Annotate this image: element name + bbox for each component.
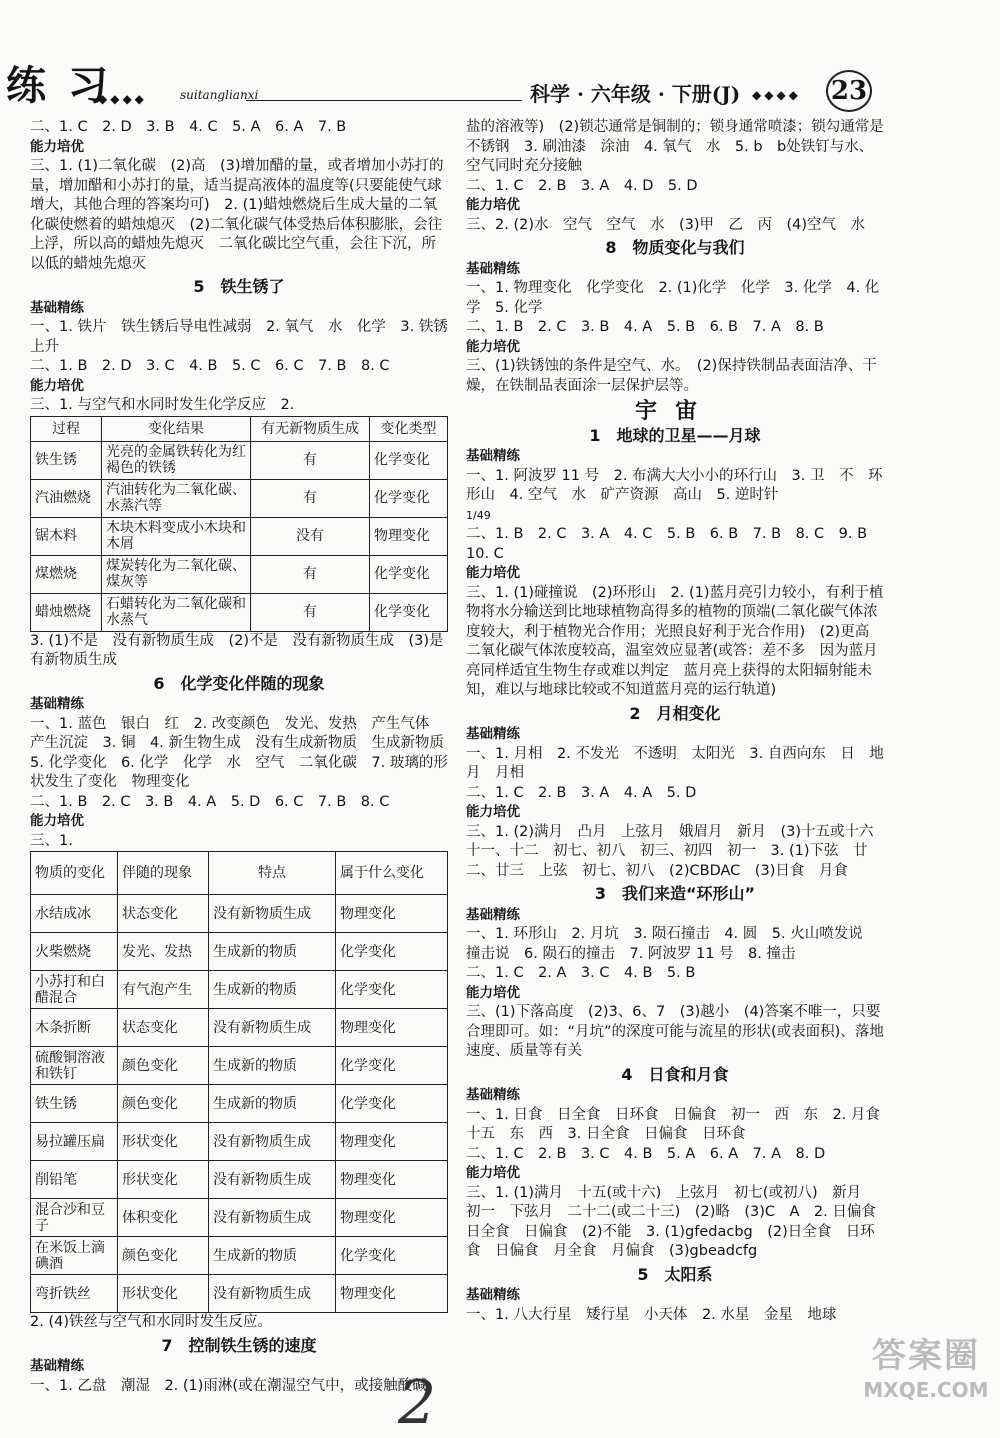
table-cell: 物理变化 bbox=[336, 1199, 448, 1237]
section-title: 2 月相变化 bbox=[629, 703, 721, 723]
unit-title: 宇宙 bbox=[634, 399, 715, 424]
table-cell: 没有 bbox=[251, 517, 370, 555]
table-cell: 化学变化 bbox=[336, 933, 448, 971]
table-cell: 在米饭上滴碘酒 bbox=[31, 1237, 118, 1275]
section-title: 5 太阳系 bbox=[637, 1264, 713, 1284]
table-cell: 煤燃烧 bbox=[31, 555, 102, 593]
subheading: 基础精练 bbox=[466, 726, 520, 742]
table-row bbox=[31, 441, 448, 479]
answer-paragraph: 三、1. (2)满月 凸月 上弦月 娥眉月 新月 (3)十五或十六 十一、十二 初七、初八 初三、初四 初一 3. (1)下弦 廿二、廿三 上弦 初七、初八 (2)CBDAC (3)日食 月食 bbox=[466, 823, 889, 879]
left-column bbox=[30, 118, 463, 1396]
table-row bbox=[31, 1123, 448, 1161]
fraction-note: 1/49 bbox=[466, 508, 491, 522]
subheading: 能力培优 bbox=[30, 377, 84, 394]
answer-paragraph: 一、1. 铁片 铁生锈后导电性减弱 2. 氧气 水 化学 3. 铁锈 上升 bbox=[30, 319, 463, 355]
table-cell: 没有新物质生成 bbox=[209, 895, 336, 933]
table-cell: 没有新物质生成 bbox=[209, 1009, 336, 1047]
table-row bbox=[31, 1161, 448, 1199]
table-cell: 物理变化 bbox=[336, 1123, 448, 1161]
subheading: 能力培优 bbox=[466, 804, 520, 820]
table-row bbox=[31, 479, 448, 517]
answer-line: 二、1. C 2. B 3. A 4. A 5. D bbox=[466, 784, 697, 801]
subheading: 能力培优 bbox=[466, 338, 520, 355]
table-cell: 物理变化 bbox=[336, 1161, 448, 1199]
subheading: 能力培优 bbox=[466, 1165, 520, 1181]
subheading: 基础精练 bbox=[466, 1087, 520, 1103]
table-cell: 状态变化 bbox=[118, 895, 209, 933]
table-cell: 颜色变化 bbox=[118, 1047, 209, 1085]
answer-line: 2. (4)铁丝与空气和水同时发生反应。 bbox=[30, 1314, 272, 1330]
table-header-cell: 伴随的现象 bbox=[118, 852, 209, 895]
change-table-1 bbox=[30, 416, 448, 632]
table-cell: 光亮的金属铁转化为红褐色的铁锈 bbox=[102, 441, 251, 479]
table-cell: 化学变化 bbox=[370, 593, 448, 631]
table-cell: 化学变化 bbox=[370, 555, 448, 593]
table-header-cell: 过程 bbox=[31, 416, 102, 441]
table-cell: 生成新的物质 bbox=[209, 933, 336, 971]
table-cell: 生成新的物质 bbox=[209, 1085, 336, 1123]
subheading: 基础精练 bbox=[30, 696, 84, 712]
answer-paragraph: 一、1. 日食 日全食 日环食 日偏食 初一 西 东 2. 月食 十五 东 西 3. 日全食 日偏食 日环食 bbox=[466, 1106, 895, 1142]
answer-paragraph: 三、1. (1)二氧化碳 (2)高 (3)增加醋的量，或者增加小苏打的量，增加醋和小苏打的量，适当提高液体的温度等(只要能使气球增大，其他合理的答案均可) 2. (1)蜡烛燃烧后生成大量的二氧化碳使燃着的蜡烛熄灭 (2)二氧化碳气体受热后体积膨胀，会往上浮，所以高的蜡烛先熄灭 二氧化碳比空气重，会往下沉，所以低的蜡烛先熄灭 bbox=[30, 158, 444, 272]
table-cell: 化学变化 bbox=[336, 971, 448, 1009]
table-cell: 形状变化 bbox=[118, 1123, 209, 1161]
table-row bbox=[31, 1275, 448, 1313]
table-header-cell: 物质的变化 bbox=[31, 852, 118, 895]
change-table-2 bbox=[30, 851, 448, 1313]
table-cell: 水结成冰 bbox=[31, 895, 118, 933]
answer-line: 二、1. B 2. C 3. B 4. A 5. D 6. C 7. B 8. C bbox=[30, 793, 390, 810]
watermark bbox=[856, 1334, 996, 1402]
table-cell: 颜色变化 bbox=[118, 1085, 209, 1123]
subheading: 能力培优 bbox=[466, 565, 520, 581]
header-diamonds-right: ◆◆◆◆ bbox=[752, 88, 801, 102]
table-row bbox=[31, 1009, 448, 1047]
table-cell: 小苏打和白醋混合 bbox=[31, 971, 118, 1009]
answer-paragraph: 三、2. (2)水 空气 空气 水 (3)甲 乙 丙 (4)空气 水 bbox=[466, 216, 866, 233]
table-cell: 没有新物质生成 bbox=[209, 1199, 336, 1237]
answer-line: 三、1. bbox=[30, 832, 73, 849]
answer-line: 二、1. B 2. D 3. C 4. B 5. C 6. C 7. B 8. C bbox=[30, 358, 390, 374]
header-pinyin: suitanglianxi bbox=[180, 88, 259, 102]
answer-line: 二、1. B 2. C 3. A 4. C 5. B 6. B 7. B 8. C 9. B 10. C bbox=[466, 526, 882, 562]
table-cell: 状态变化 bbox=[118, 1009, 209, 1047]
table-row bbox=[31, 1237, 448, 1275]
section-title: 1 地球的卫星——月球 bbox=[589, 425, 761, 445]
table-cell: 没有新物质生成 bbox=[209, 1123, 336, 1161]
page-header bbox=[0, 0, 1000, 112]
table-cell: 物理变化 bbox=[336, 1275, 448, 1313]
page-number-badge: 23 bbox=[826, 70, 872, 112]
table-header-cell: 特点 bbox=[209, 852, 336, 895]
table-cell: 有 bbox=[251, 555, 370, 593]
table-cell: 发光、发热 bbox=[118, 933, 209, 971]
watermark-logo-text: 答案圈 bbox=[872, 1336, 980, 1376]
table-cell: 生成新的物质 bbox=[209, 1047, 336, 1085]
subheading: 基础精练 bbox=[30, 1358, 84, 1374]
table-cell: 易拉罐压扁 bbox=[31, 1123, 118, 1161]
table-row bbox=[31, 517, 448, 555]
watermark-url: MXQE.COM bbox=[863, 1378, 989, 1402]
table-row bbox=[31, 895, 448, 933]
table-cell: 汽油转化为二氧化碳、水蒸汽等 bbox=[102, 479, 251, 517]
table-cell: 体积变化 bbox=[118, 1199, 209, 1237]
table-cell: 物理变化 bbox=[370, 517, 448, 555]
answer-line: 二、1. B 2. C 3. B 4. A 5. B 6. B 7. A 8. B bbox=[466, 319, 824, 335]
table-header-cell: 变化结果 bbox=[102, 416, 251, 441]
table-header-cell: 变化类型 bbox=[370, 416, 448, 441]
table-row bbox=[31, 1047, 448, 1085]
subheading: 基础精练 bbox=[30, 299, 84, 316]
answer-line: 一、1. 八大行星 矮行星 小天体 2. 水星 金星 地球 bbox=[466, 1306, 837, 1323]
table-row bbox=[31, 593, 448, 631]
table-cell: 铁生锈 bbox=[31, 441, 102, 479]
section-title: 7 控制铁生锈的速度 bbox=[161, 1335, 317, 1355]
table-header-row bbox=[31, 416, 448, 441]
subheading: 能力培优 bbox=[466, 984, 520, 1001]
table-cell: 化学变化 bbox=[370, 441, 448, 479]
answer-paragraph: 一、1. 物理变化 化学变化 2. (1)化学 化学 3. 化学 4. 化学 5. 化学 bbox=[466, 280, 880, 316]
table-cell: 有 bbox=[251, 441, 370, 479]
table-cell: 化学变化 bbox=[336, 1085, 448, 1123]
table-header-cell: 有无新物质生成 bbox=[251, 416, 370, 441]
answer-line: 三、1. 与空气和水同时发生化学反应 2. bbox=[30, 397, 295, 413]
answer-paragraph: 一、1. 蓝色 银白 红 2. 改变颜色 发光、发热 产生气体 产生沉淀 3. 铜 4. 新生物生成 没有生成新物质 生成新物质 5. 化学变化 6. 化学 化学 水 空气 二氧化碳 7. 玻璃的形状发生了变化 物理变化 bbox=[30, 715, 459, 790]
answer-line: 二、1. C 2. D 3. B 4. C 5. A 6. A 7. B bbox=[30, 119, 347, 135]
answer-paragraph: 一、1. 环形山 2. 月坑 3. 陨石撞击 4. 圆 5. 火山喷发说 撞击说 6. 陨石的撞击 7. 阿波罗 11 号 8. 撞击 bbox=[466, 926, 878, 962]
header-title: 练 习 bbox=[6, 62, 112, 109]
table-cell: 化学变化 bbox=[370, 479, 448, 517]
table-cell: 有气泡产生 bbox=[118, 971, 209, 1009]
header-rule bbox=[246, 100, 522, 101]
table-cell: 生成新的物质 bbox=[209, 971, 336, 1009]
table-cell: 混合沙和豆子 bbox=[31, 1199, 118, 1237]
answer-line: 二、1. C 2. A 3. C 4. B 5. B bbox=[466, 965, 696, 981]
right-column bbox=[466, 118, 899, 1325]
table-cell: 蜡烛燃烧 bbox=[31, 593, 102, 631]
subheading: 能力培优 bbox=[30, 813, 84, 829]
table-cell: 木条折断 bbox=[31, 1009, 118, 1047]
table-cell: 火柴燃烧 bbox=[31, 933, 118, 971]
table-cell: 没有新物质生成 bbox=[209, 1161, 336, 1199]
subheading: 基础精练 bbox=[466, 448, 520, 464]
answer-paragraph: 三、(1)铁锈蚀的条件是空气、水。 (2)保持铁制品表面洁净、干燥，在铁制品表面涂一层保护层等。 bbox=[466, 358, 877, 394]
answer-line: 一、1. 乙盘 潮湿 2. (1)雨淋(或在潮湿空气中，或接触酸碱 bbox=[30, 1377, 427, 1394]
answer-paragraph: 盐的溶液等) (2)锁芯通常是铜制的；锁身通常喷漆；锁勾通常是不锈钢 3. 刷油漆 涂油 4. 氧气 水 5. b b处铁钉与水、空气同时充分接触 bbox=[466, 119, 884, 174]
table-header-row bbox=[31, 852, 448, 895]
section-title: 4 日食和月食 bbox=[621, 1064, 729, 1084]
table-cell: 形状变化 bbox=[118, 1275, 209, 1313]
answer-paragraph: 三、(1)下落高度 (2)3、6、7 (3)越小 (4)答案不唯一，只要合理即可。如：“月坑”的深度可能与流星的形状(或表面积)、落地速度、质量等有关 bbox=[466, 1004, 884, 1059]
table-cell: 汽油燃烧 bbox=[31, 479, 102, 517]
table-cell: 硫酸铜溶液和铁钉 bbox=[31, 1047, 118, 1085]
table-cell: 木块木料变成小木块和木屑 bbox=[102, 517, 251, 555]
subheading: 基础精练 bbox=[466, 906, 520, 923]
answer-paragraph: 三、1. (1)碰撞说 (2)环形山 2. (1)蓝月亮引力较小，有利于植物将水分输送到比地球植物高得多的植物的顶端(二氧化碳气体浓度较大，利于植物光合作用；光照良好利于光合作用) (2)更高 二氧化碳气体浓度较高，温室效应显著(或答：差不多 因为蓝月亮同样适宜生物生存或难以判定 蓝月亮上获得的太阳辐射能未知，难以与地球比较或不知道蓝月亮的运行轨道) bbox=[466, 584, 884, 698]
answer-paragraph: 三、1. (1)满月 十五(或十六) 上弦月 初七(或初八) 新月 初一 下弦月 二十二(或二十三) (2)略 (3)C A 2. 日偏食 日全食 日偏食 (2)不能 3. (1)gfedacbg (2)日全食 日环食 日偏食 月全食 月偏食 (3)gbeadcfg bbox=[466, 1184, 891, 1259]
table-cell: 物理变化 bbox=[336, 895, 448, 933]
table-cell: 石蜡转化为二氧化碳和水蒸气 bbox=[102, 593, 251, 631]
table-cell: 形状变化 bbox=[118, 1161, 209, 1199]
subheading: 能力培优 bbox=[466, 197, 520, 213]
table-cell: 铁生锈 bbox=[31, 1085, 118, 1123]
table-row bbox=[31, 971, 448, 1009]
subheading: 基础精练 bbox=[466, 1287, 520, 1303]
table-cell: 弯折铁丝 bbox=[31, 1275, 118, 1313]
answer-line: 二、1. C 2. B 3. A 4. D 5. D bbox=[466, 177, 698, 194]
answer-line: 二、1. C 2. B 3. C 4. B 5. A 6. A 7. A 8. D bbox=[466, 1145, 826, 1162]
table-row bbox=[31, 1199, 448, 1237]
table-cell: 化学变化 bbox=[336, 1237, 448, 1275]
answer-paragraph: 一、1. 阿波罗 11 号 2. 布满大大小小的环行山 3. 卫 不 环形山 4. 空气 水 矿产资源 高山 5. 逆时针 bbox=[466, 467, 883, 503]
subheading: 能力培优 bbox=[30, 138, 84, 155]
table-cell: 物理变化 bbox=[336, 1009, 448, 1047]
handwritten-number: 2 bbox=[398, 1368, 437, 1438]
table-cell: 没有新物质生成 bbox=[209, 1275, 336, 1313]
table-cell: 化学变化 bbox=[336, 1047, 448, 1085]
table-header-cell: 属于什么变化 bbox=[336, 852, 448, 895]
section-title: 5 铁生锈了 bbox=[193, 277, 285, 296]
header-subject: 科学 · 六年级 · 下册(J) bbox=[530, 82, 741, 106]
subheading: 基础精练 bbox=[466, 260, 520, 277]
section-title: 8 物质变化与我们 bbox=[605, 238, 745, 257]
table-row bbox=[31, 933, 448, 971]
section-title: 6 化学变化伴随的现象 bbox=[153, 673, 325, 693]
table-cell: 颜色变化 bbox=[118, 1237, 209, 1275]
table-cell: 锯木料 bbox=[31, 517, 102, 555]
table-cell: 煤炭转化为二氧化碳、煤灰等 bbox=[102, 555, 251, 593]
table-cell: 有 bbox=[251, 479, 370, 517]
header-diamonds-left: ◆◆◆◆ bbox=[98, 92, 147, 106]
table-row bbox=[31, 555, 448, 593]
table-cell: 有 bbox=[251, 593, 370, 631]
section-title: 3 我们来造“环形山” bbox=[594, 884, 756, 903]
table-cell: 削铅笔 bbox=[31, 1161, 118, 1199]
table-row bbox=[31, 1085, 448, 1123]
answer-paragraph: 3. (1)不是 没有新物质生成 (2)不是 没有新物质生成 (3)是 有新物质生成 bbox=[30, 632, 459, 668]
table-cell: 生成新的物质 bbox=[209, 1237, 336, 1275]
answer-paragraph: 一、1. 月相 2. 不发光 不透明 太阳光 3. 自西向东 日 地 月 月相 bbox=[466, 745, 899, 781]
